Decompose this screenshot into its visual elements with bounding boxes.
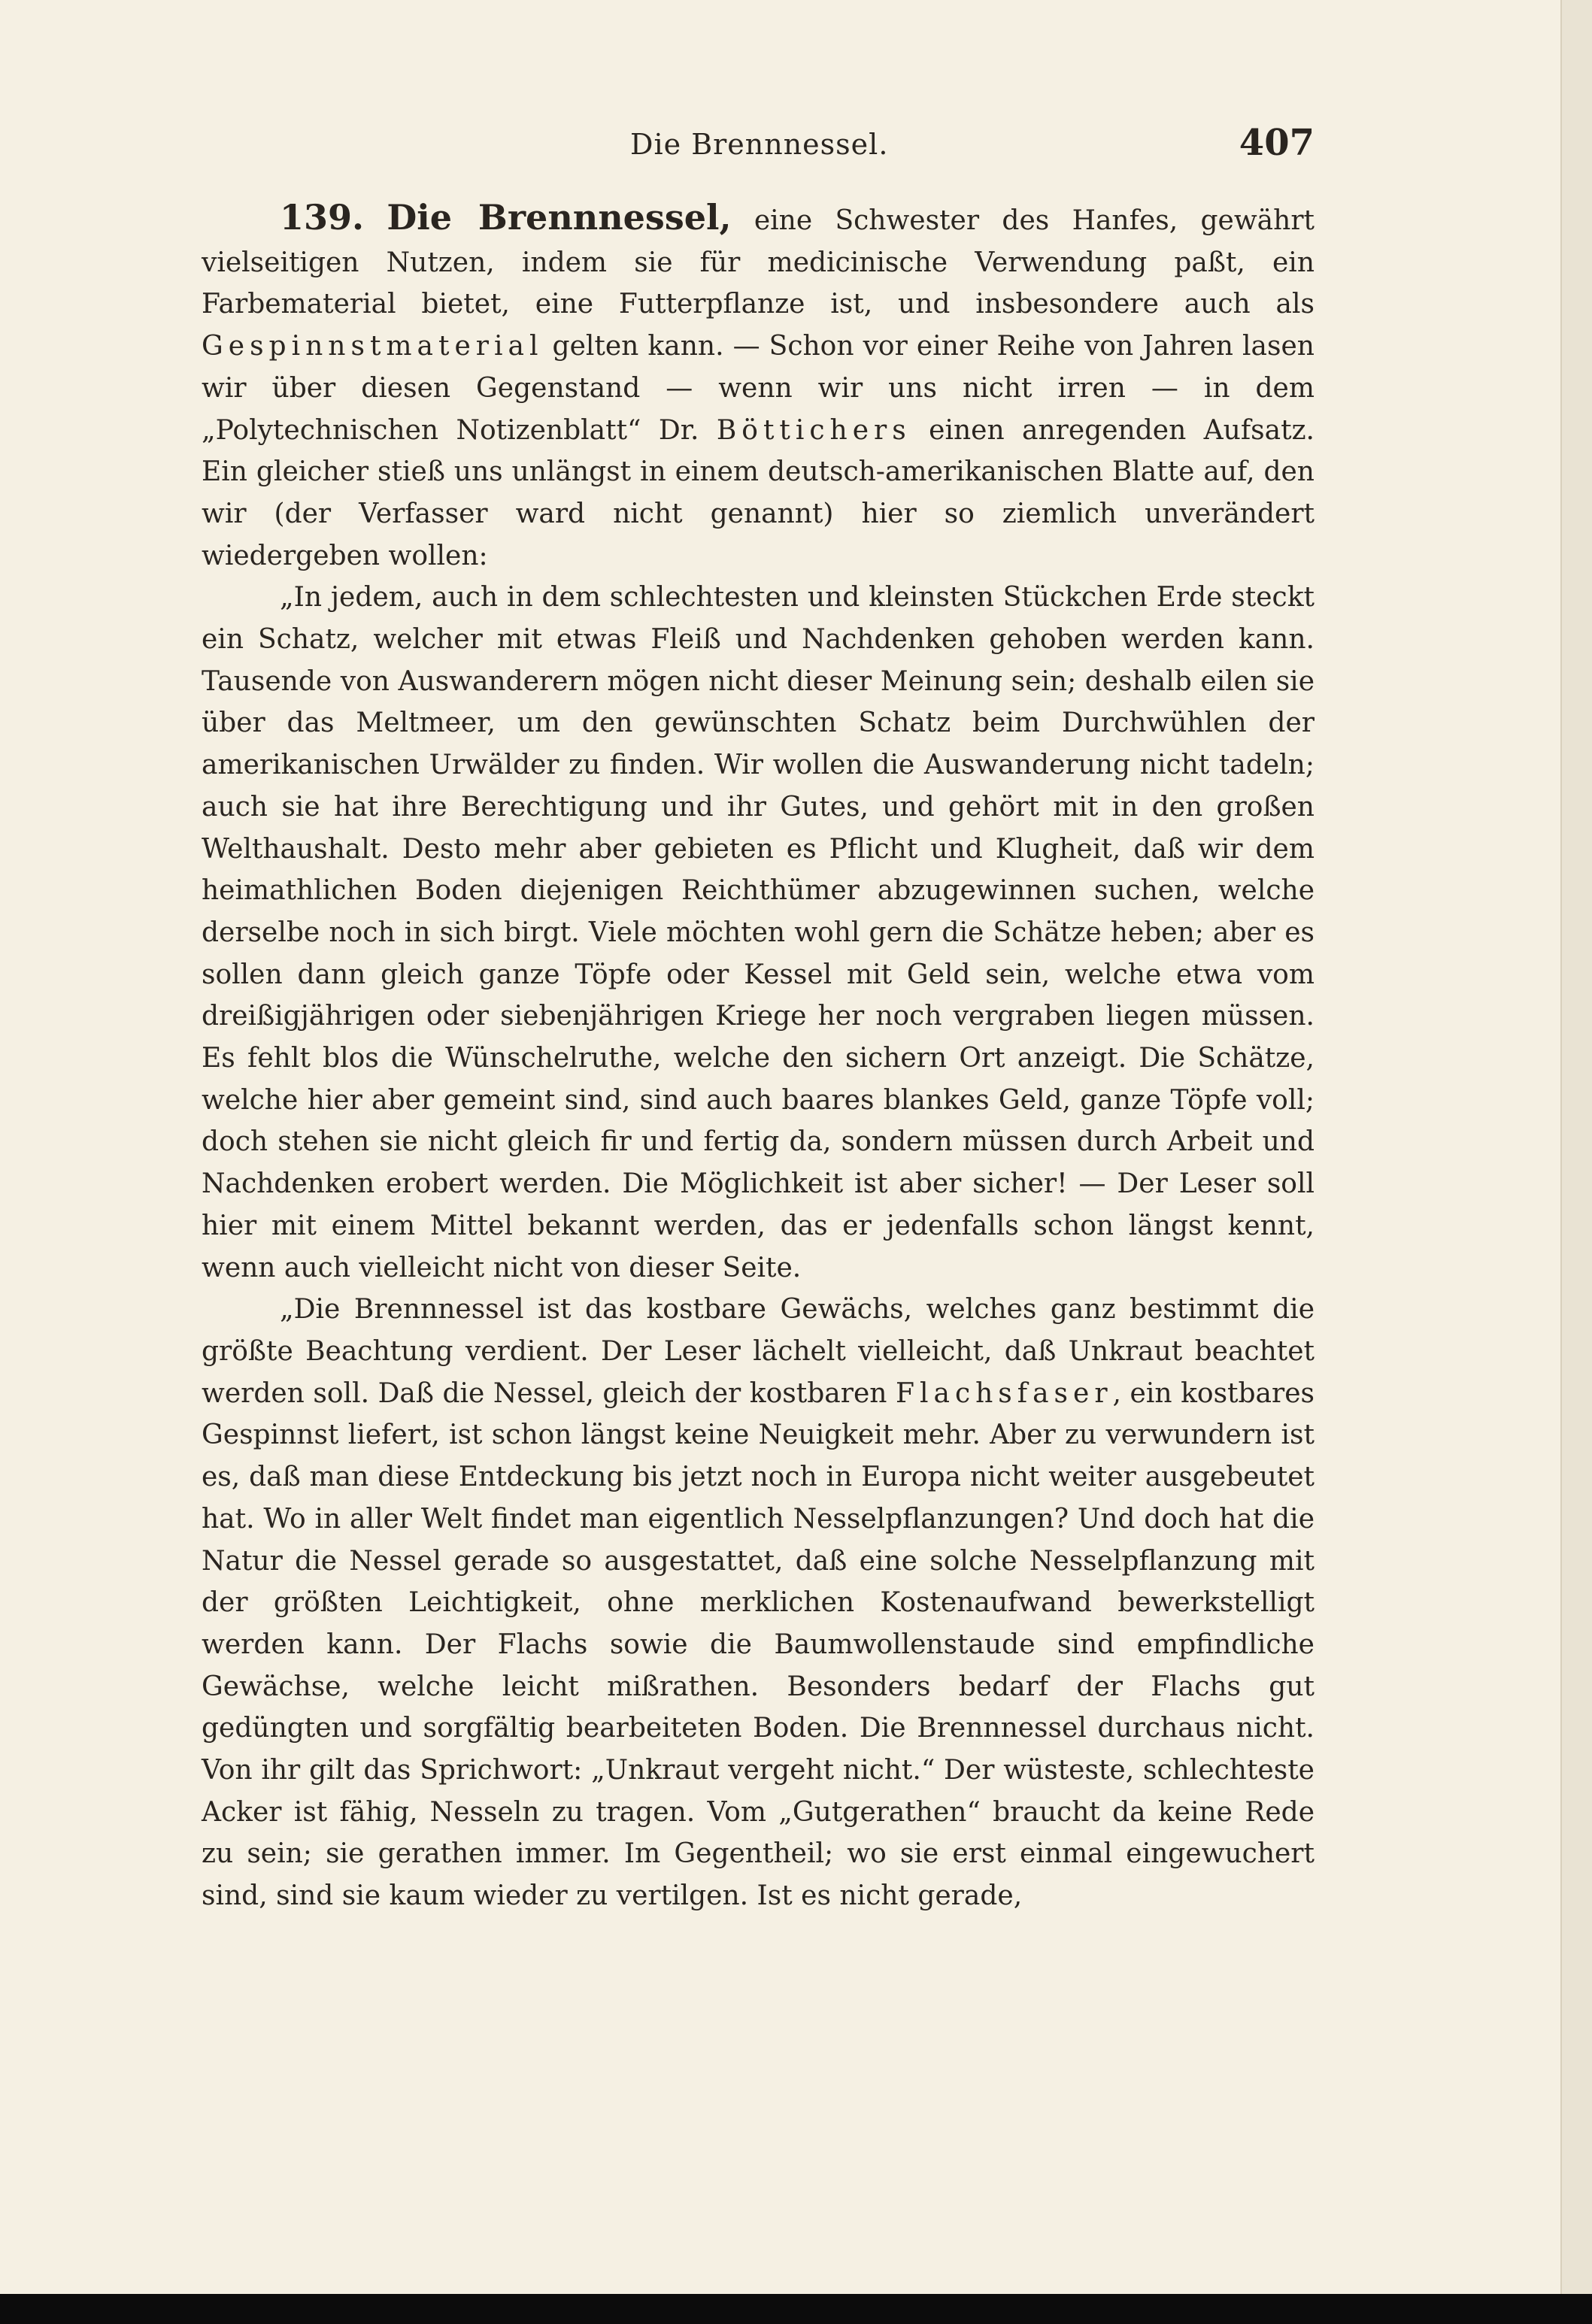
page-header <box>202 122 1315 174</box>
paragraph-1 <box>202 197 1315 577</box>
paragraph-1-text-c: einen anregenden Aufsatz. Ein gleicher stieß uns unlängst in einem deutsch-amerikanischen Blatte auf, den wir (der Verfasser ward nicht genannt) hier so ziemlich unverändert wiedergeben wollen: <box>202 414 1315 571</box>
paragraph-1-text-a: eine Schwester des Hanfes, gewährt vielseitigen Nutzen, indem sie für medicinische Verwendung paßt, ein Farbematerial bietet, eine Futterpflanze ist, und insbesondere auch als <box>202 205 1315 320</box>
section-number: 139. <box>280 197 365 238</box>
paragraph-3 <box>202 1289 1315 1917</box>
page-edge-bottom <box>0 2294 1592 2324</box>
page-edge-right <box>1560 0 1592 2324</box>
section-title: Die Brennnessel, <box>387 197 732 238</box>
body-text <box>202 197 1315 1917</box>
emphasis-flachsfaser: Flachsfaser <box>895 1377 1113 1409</box>
paragraph-3-text-b: , ein kostbares Gespinnst liefert, ist schon längst keine Neuigkeit mehr. Aber zu verwundern ist es, daß man diese Entdeckung bis jetzt noch in Europa nicht weiter ausgebeutet hat. Wo in aller Welt findet man eigentlich Nesselpflanzungen? Und doch hat die Natur die Nessel gerade so ausgestattet, daß eine solche Nesselpflanzung mit der größten Leichtigkeit, ohne merklichen Kostenaufwand bewerkstelligt werden kann. Der Flachs sowie die Baumwollenstaude sind empfindliche Gewächse, welche leicht mißrathen. Besonders bedarf der Flachs gut gedüngten und sorgfältig bearbeiteten Boden. Die Brennnessel durchaus nicht. Von ihr gilt das Sprichwort: „Unkraut vergeht nicht.“ Der wüsteste, schlechteste Acker ist fähig, Nesseln zu tragen. Vom „Gutgerathen“ braucht da keine Rede zu sein; sie gerathen immer. Im Gegentheil; wo sie erst einmal eingewuchert sind, sind sie kaum wieder zu vertilgen. Ist es nicht gerade, <box>202 1377 1315 1912</box>
page-number: 407 <box>1239 122 1315 164</box>
paragraph-1-text-b: gelten kann. — Schon vor einer Reihe von Jahren lasen wir über diesen Gegenstand — wenn wir uns nicht irren — in dem „Polytechnischen Notizenblatt“ Dr. <box>202 331 1315 446</box>
paragraph-3-text-a: „Die Brennnessel ist das kostbare Gewächs, welches ganz bestimmt die größte Beachtung verdient. Der Leser lächelt vielleicht, daß Unkraut beachtet werden soll. Daß die Nessel, gleich der kostbaren <box>202 1294 1315 1409</box>
emphasis-boettichers: Böttichers <box>716 414 911 446</box>
running-head: Die Brennnessel. <box>630 128 889 161</box>
paragraph-2: „In jedem, auch in dem schlechtesten und kleinsten Stückchen Erde steckt ein Schatz, welcher mit etwas Fleiß und Nachdenken gehoben werden kann. Tausende von Auswanderern mögen nicht dieser Meinung sein; deshalb eilen sie über das Meltmeer, um den gewünschten Schatz beim Durchwühlen der amerikanischen Urwälder zu finden. Wir wollen die Auswanderung nicht tadeln; auch sie hat ihre Berechtigung und ihr Gutes, und gehört mit in den großen Welthaushalt. Desto mehr aber gebieten es Pflicht und Klugheit, daß wir dem heimathlichen Boden diejenigen Reichthümer abzugewinnen suchen, welche derselbe noch in sich birgt. Viele möchten wohl gern die Schätze heben; aber es sollen dann gleich ganze Töpfe oder Kessel mit Geld sein, welche etwa vom dreißigjährigen oder siebenjährigen Kriege her noch vergraben liegen müssen. Es fehlt blos die Wünschelruthe, welche den sichern Ort anzeigt. Die Schätze, welche hier aber gemeint sind, sind auch baares blankes Geld, ganze Töpfe voll; doch stehen sie nicht gleich fir und fertig da, sondern müssen durch Arbeit und Nachdenken erobert werden. Die Möglichkeit ist aber sicher! — Der Leser soll hier mit einem Mittel bekannt werden, das er jedenfalls schon längst kennt, wenn auch vielleicht nicht von dieser Seite. <box>202 582 1315 1283</box>
emphasis-gespinnstmaterial: Gespinnstmaterial <box>202 331 544 362</box>
